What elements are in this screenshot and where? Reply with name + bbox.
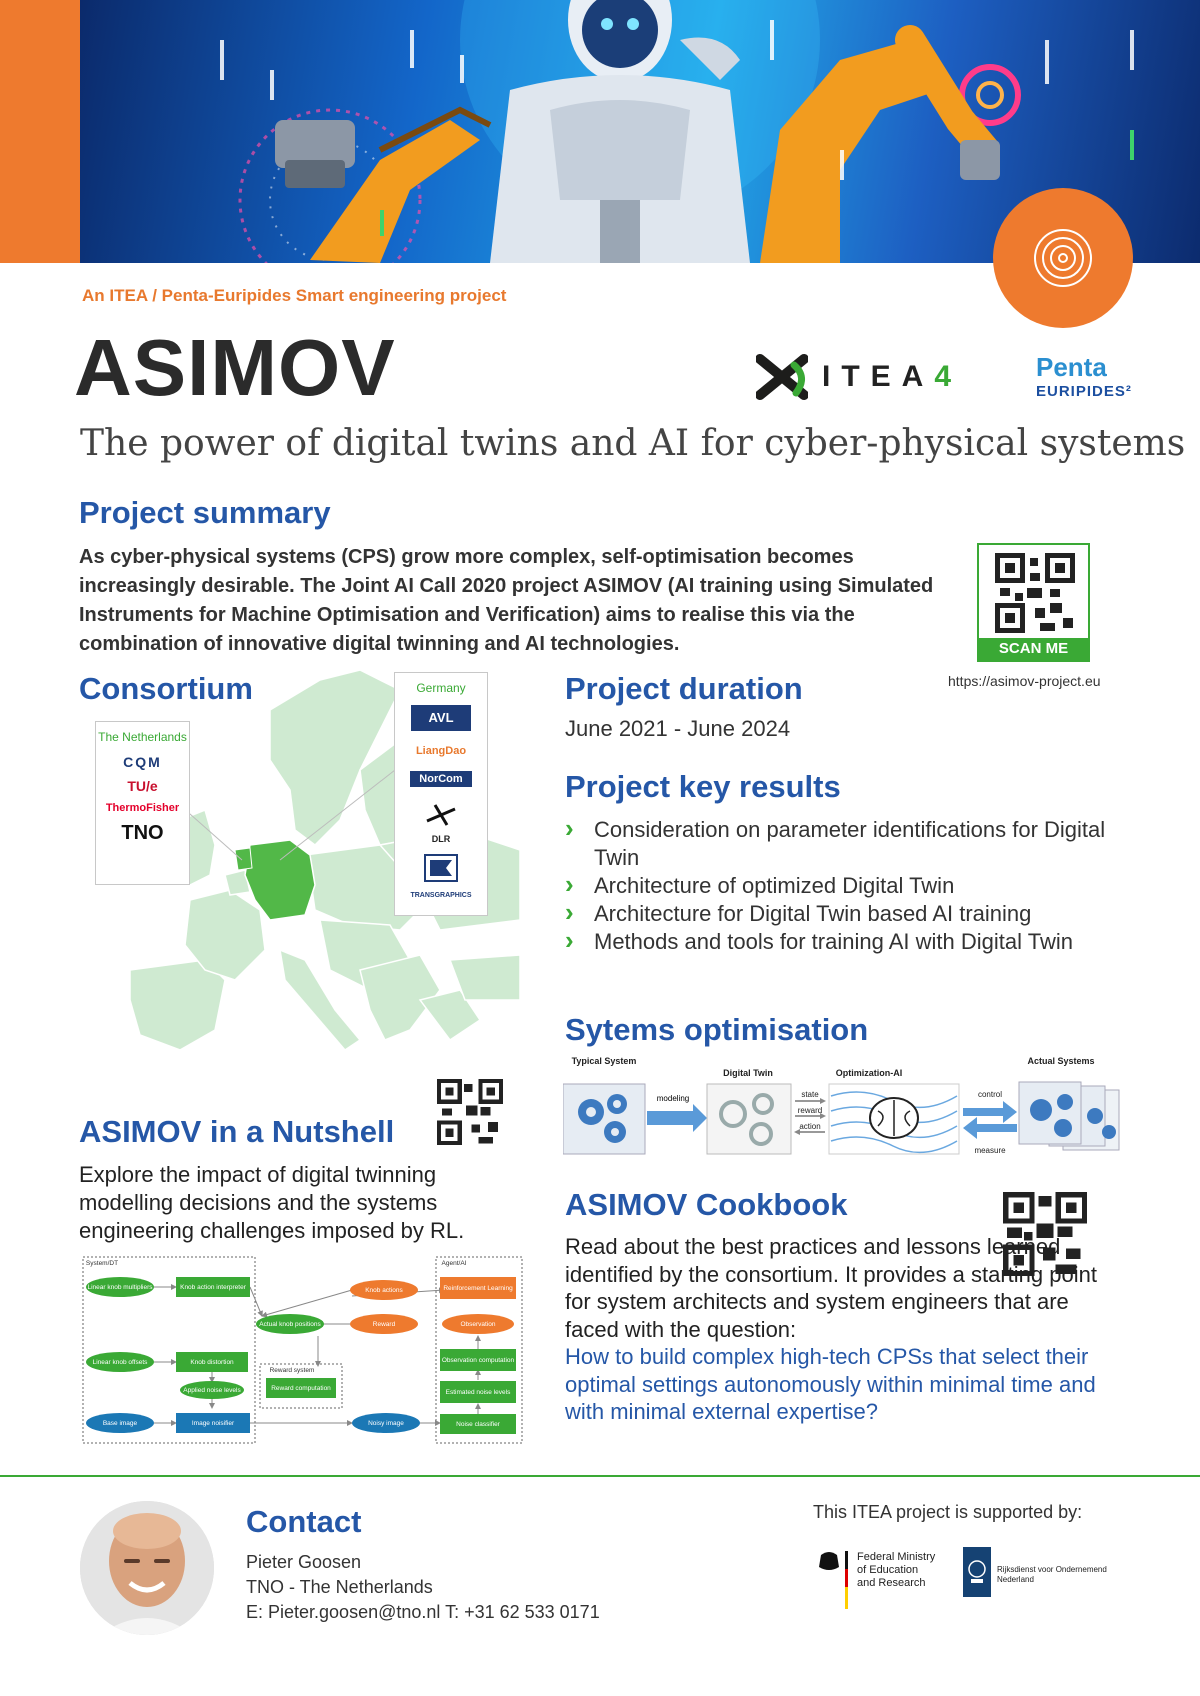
cookbook-heading: ASIMOV Cookbook: [565, 1187, 848, 1222]
page-title: ASIMOV: [74, 323, 396, 412]
target-icon: [1032, 227, 1094, 289]
contact-heading: Contact: [246, 1504, 362, 1539]
person-portrait-icon: [80, 1501, 214, 1635]
label-measure: measure: [974, 1146, 1006, 1155]
rvo-line-1: Rijksdienst voor Ondernemend: [997, 1565, 1107, 1574]
scan-me-label: SCAN ME: [979, 638, 1088, 660]
supported-by-label: This ITEA project is supported by:: [813, 1502, 1083, 1522]
nutshell-qr-code[interactable]: [437, 1079, 503, 1145]
label-digital-twin: Digital Twin: [723, 1068, 773, 1078]
nutshell-text: Explore the impact of digital twinning modelling decisions and the systems engineering challenges imposed by RL.: [79, 1162, 465, 1243]
label-reward: reward: [797, 1106, 823, 1115]
duration-value: June 2021 - June 2024: [565, 716, 791, 741]
node-linear-knob-offsets: Linear knob offsets: [92, 1359, 148, 1366]
contact-name: Pieter Goosen: [246, 1552, 362, 1572]
node-observation-computation: Observation computation: [441, 1357, 515, 1364]
partner-logo-liangdao: LiangDao: [415, 745, 467, 757]
itea-wordmark-text: ITEA: [822, 360, 935, 393]
sysopt-heading: Sytems optimisation: [565, 1012, 869, 1047]
node-estimated-noise-levels: Estimated noise levels: [445, 1389, 511, 1396]
netherlands-region: [235, 848, 252, 870]
federal-eagle-icon: [815, 1547, 945, 1621]
contact-avatar: [80, 1501, 214, 1635]
node-reward: Reward: [372, 1321, 396, 1328]
system-optimisation-diagram: [563, 1056, 1123, 1156]
itea-mark-icon: [756, 353, 808, 401]
netherlands-partners-box: [95, 721, 190, 885]
partner-logo-tue: TU/e: [127, 778, 158, 794]
rvo-crest-icon: [963, 1547, 1123, 1597]
group-system-label: System/DT: [85, 1260, 119, 1267]
rvo-logo: [963, 1547, 1123, 1597]
partner-logo-cqm: CQM: [123, 754, 162, 770]
nutshell-heading: ASIMOV in a Nutshell: [79, 1114, 395, 1149]
node-linear-knob-multipliers: Linear knob multipliers: [87, 1284, 153, 1291]
contact-org: TNO - The Netherlands: [246, 1577, 433, 1597]
contact-details: [246, 1550, 600, 1625]
bmbf-line-3: and Research: [857, 1577, 926, 1589]
partner-logo-thermofisher: ThermoFisher: [105, 802, 180, 814]
summary-text: As cyber-physical systems (CPS) grow more complex, self-optimisation becomes increasingly desirable. The Joint AI Call 2020 project ASIMOV (AI training using Simulated Instruments for Machine Optimisation and Verification) aims to realise this via the combination of innovative digital twinning and AI technologies.: [79, 546, 934, 655]
arrow-modeling: [647, 1104, 707, 1132]
label-optimization-ai: Optimization-AI: [835, 1068, 903, 1078]
summary-qr-code[interactable]: [977, 543, 1090, 662]
penta-euripides-logo: [1036, 352, 1132, 412]
key-result-item: › Architecture for Digital Twin based AI training: [565, 900, 1125, 928]
itea-logo: [756, 353, 962, 401]
summary-heading: Project summary: [79, 495, 331, 530]
bmbf-logo: [815, 1547, 945, 1621]
cookbook-question: How to build complex high-tech CPSs that select their optimal settings autonomously within minimal time and with minimal external expertise?: [565, 1344, 1096, 1424]
key-result-item: › Architecture of optimized Digital Twin: [565, 872, 1125, 900]
node-noisy-image: Noisy image: [368, 1420, 404, 1427]
node-base-image: Base image: [102, 1420, 138, 1427]
label-modeling: modeling: [656, 1094, 690, 1103]
key-result-item: › Methods and tools for training AI with Digital Twin: [565, 928, 1125, 956]
page-subtitle: The power of digital twins and AI for cyber-physical systems: [80, 423, 1186, 464]
node-reinforcement-learning: Reinforcement Learning: [443, 1285, 513, 1292]
itea-number: 4: [934, 360, 963, 393]
key-results-list: [565, 816, 1125, 956]
arrow-control: [963, 1101, 1017, 1123]
label-actual-systems: Actual Systems: [1027, 1056, 1095, 1066]
label-state: state: [801, 1090, 819, 1099]
label-typical-system: Typical System: [571, 1056, 637, 1066]
key-result-item: › Consideration on parameter identifications for Digital Twin: [565, 816, 1125, 872]
project-url[interactable]: https://asimov-project.eu: [948, 673, 1101, 689]
node-knob-actions: Knob actions: [365, 1287, 403, 1294]
partner-logo-avl: AVL: [411, 705, 471, 731]
duration-heading: Project duration: [565, 671, 803, 706]
contact-email-phone[interactable]: E: Pieter.goosen@tno.nl T: +31 62 533 0171: [246, 1602, 600, 1622]
penta-top-text: Penta: [1036, 352, 1107, 382]
partner-logo-unknown: [424, 854, 458, 882]
penta-bottom-text: EURIPIDES²: [1036, 383, 1132, 400]
partner-logo-norcom: NorCom: [410, 771, 472, 787]
partner-logo-transgraphics: TRANSGRAPHICS: [410, 892, 472, 899]
project-kicker: An ITEA / Penta-Euripides Smart engineering project: [82, 286, 507, 305]
footer-divider: [0, 1475, 1200, 1477]
node-reward-computation: Reward computation: [271, 1385, 331, 1392]
results-heading: Project key results: [565, 769, 841, 804]
itea-wordmark: [822, 360, 962, 394]
node-knob-action-interpreter: Knob action interpreter: [180, 1284, 246, 1291]
node-observation: Observation: [460, 1321, 496, 1328]
node-noise-classifier: Noise classifier: [456, 1421, 500, 1428]
bmbf-line-2: of Education: [857, 1564, 919, 1576]
group-reward-label: Reward system: [269, 1367, 315, 1374]
dlr-icon: [421, 801, 461, 829]
label-action: action: [799, 1122, 821, 1131]
consortium-heading: Consortium: [79, 671, 253, 706]
node-image-noisifier: Image noisifier: [191, 1420, 235, 1427]
node-actual-knob-positions: Actual knob positions: [259, 1321, 321, 1328]
cookbook-text: [565, 1233, 1125, 1426]
target-badge: [993, 188, 1133, 328]
node-knob-distortion: Knob distortion: [190, 1359, 234, 1366]
qr-code-icon: [995, 553, 1075, 633]
label-control: control: [977, 1090, 1003, 1099]
partner-mark-icon: [426, 856, 456, 880]
cookbook-body: Read about the best practices and lessons learned identified by the consortium. It provides a starting point for system architects and system engineers that are faced with the question:: [565, 1234, 1097, 1342]
rvo-line-2: Nederland: [997, 1575, 1034, 1584]
arrow-measure: [963, 1117, 1017, 1139]
rl-flow-diagram: [82, 1256, 524, 1446]
netherlands-label: The Netherlands: [98, 730, 187, 744]
dlr-text: DLR: [431, 834, 451, 844]
germany-label: Germany: [416, 681, 466, 695]
group-agent-label: Agent/AI: [441, 1260, 467, 1267]
partner-logo-tno: TNO: [121, 822, 164, 844]
partner-logo-dlr: [395, 801, 487, 844]
bmbf-line-1: Federal Ministry: [857, 1551, 936, 1563]
node-applied-noise-levels: Applied noise levels: [183, 1387, 241, 1394]
germany-partners-box: [394, 672, 488, 916]
hero-orange-band: [0, 0, 80, 263]
